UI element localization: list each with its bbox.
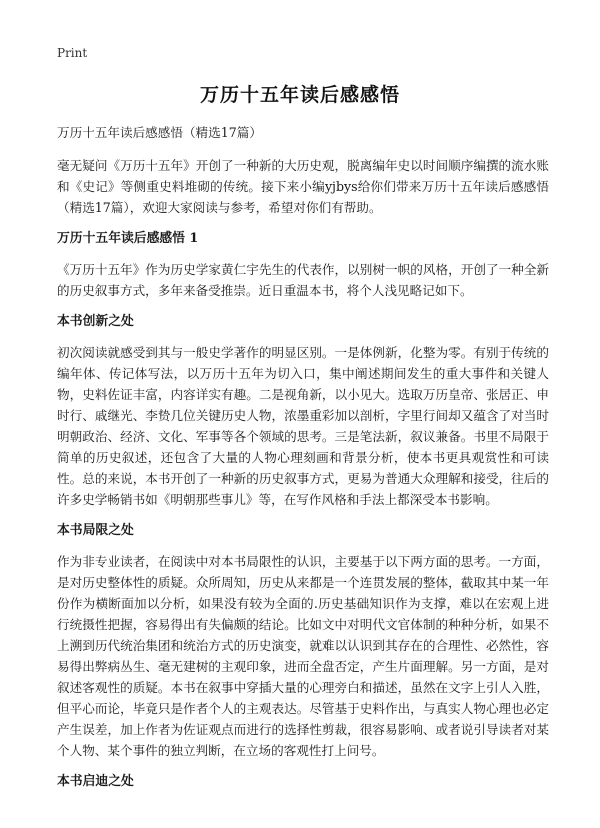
article-subtitle: 万历十五年读后感感悟（精选17篇） xyxy=(57,125,262,140)
section-heading-innovation: 本书创新之处 xyxy=(57,314,134,329)
section-paragraph-limitations: 作为非专业读者，在阅读中对本书局限性的认识，主要基于以下两方面的思考。一方面，是对历史整体性的质疑。众所周知，历史从来都是一个连贯发展的整体，截取其中某一年份作为横断面加以分析，如果没有较为全面的.历史基础知识作为支撑，难以在宏观上进行统摄性把握，容易得出有失偏颇的结论。比如文中对明代文官体制的种种分析，如果不上溯到历代统治集团和统治方式的历史演变，就难以认识到其存在的合理性、必然性，容易得出弊病丛生、毫无建树的主观印象，进而全盘否定，产生片面理解。另一方面，是对叙述客观性的质疑。本书在叙事中穿插大量的心理旁白和描述，虽然在文字上引人入胜，但平心而论，毕竟只是作者个人的主观表达。尽管基于史料作出，与真实人物心理也必定产生误差，加上作者为佐证观点而进行的选择性剪裁，很容易影响、或者说引导读者对某个人物、某个事件的独立判断，在立场的客观性打上问号。 xyxy=(57,554,549,758)
intro-paragraph: 毫无疑问《万历十五年》开创了一种新的大历史观，脱离编年史以时间顺序编撰的流水账和《史记》等侧重史料堆砌的传统。接下来小编yjbys给你们带来万历十五年读后感感悟（精选17篇），欢迎大家阅读与参考，希望对你们有帮助。 xyxy=(57,158,549,215)
article-paragraph: 《万历十五年》作为历史学家黄仁宇先生的代表作，以别树一帜的风格，开创了一种全新的历史叙事方式，多年来备受推崇。近日重温本书，将个人浅见略记如下。 xyxy=(57,262,549,298)
page-title: 万历十五年读后感感悟 xyxy=(199,84,400,106)
print-link[interactable]: Print xyxy=(57,46,88,60)
section-heading-limitations: 本书局限之处 xyxy=(57,523,134,538)
section-paragraph-innovation: 初次阅读就感受到其与一般史学著作的明显区别。一是体例新，化整为零。有别于传统的编年体、传记体写法，以万历十五年为切入口，集中阐述期间发生的重大事件和关键人物，史料佐证丰富，内容详实有趣。二是视角新，以小见大。选取万历皇帝、张居正、申时行、戚继光、李贽几位关键历史人物，浓墨重彩加以剖析，字里行间却又蕴含了对当时明朝政治、经济、文化、军事等各个领域的思考。三是笔法新，叙议兼备。书里不局限于简单的历史叙述，还包含了大量的人物心理刻画和背景分析，使本书更具观赏性和可读性。总的来说，本书开创了一种新的历史叙事方式，更易为普通大众理解和接受，往后的许多史学畅销书如《明朝那些事儿》等，在写作风格和手法上都深受本书影响。 xyxy=(57,345,549,507)
section-heading-inspiration: 本书启迪之处 xyxy=(57,774,134,789)
article-body xyxy=(57,122,549,802)
article-heading: 万历十五年读后感感悟 1 xyxy=(57,231,199,246)
